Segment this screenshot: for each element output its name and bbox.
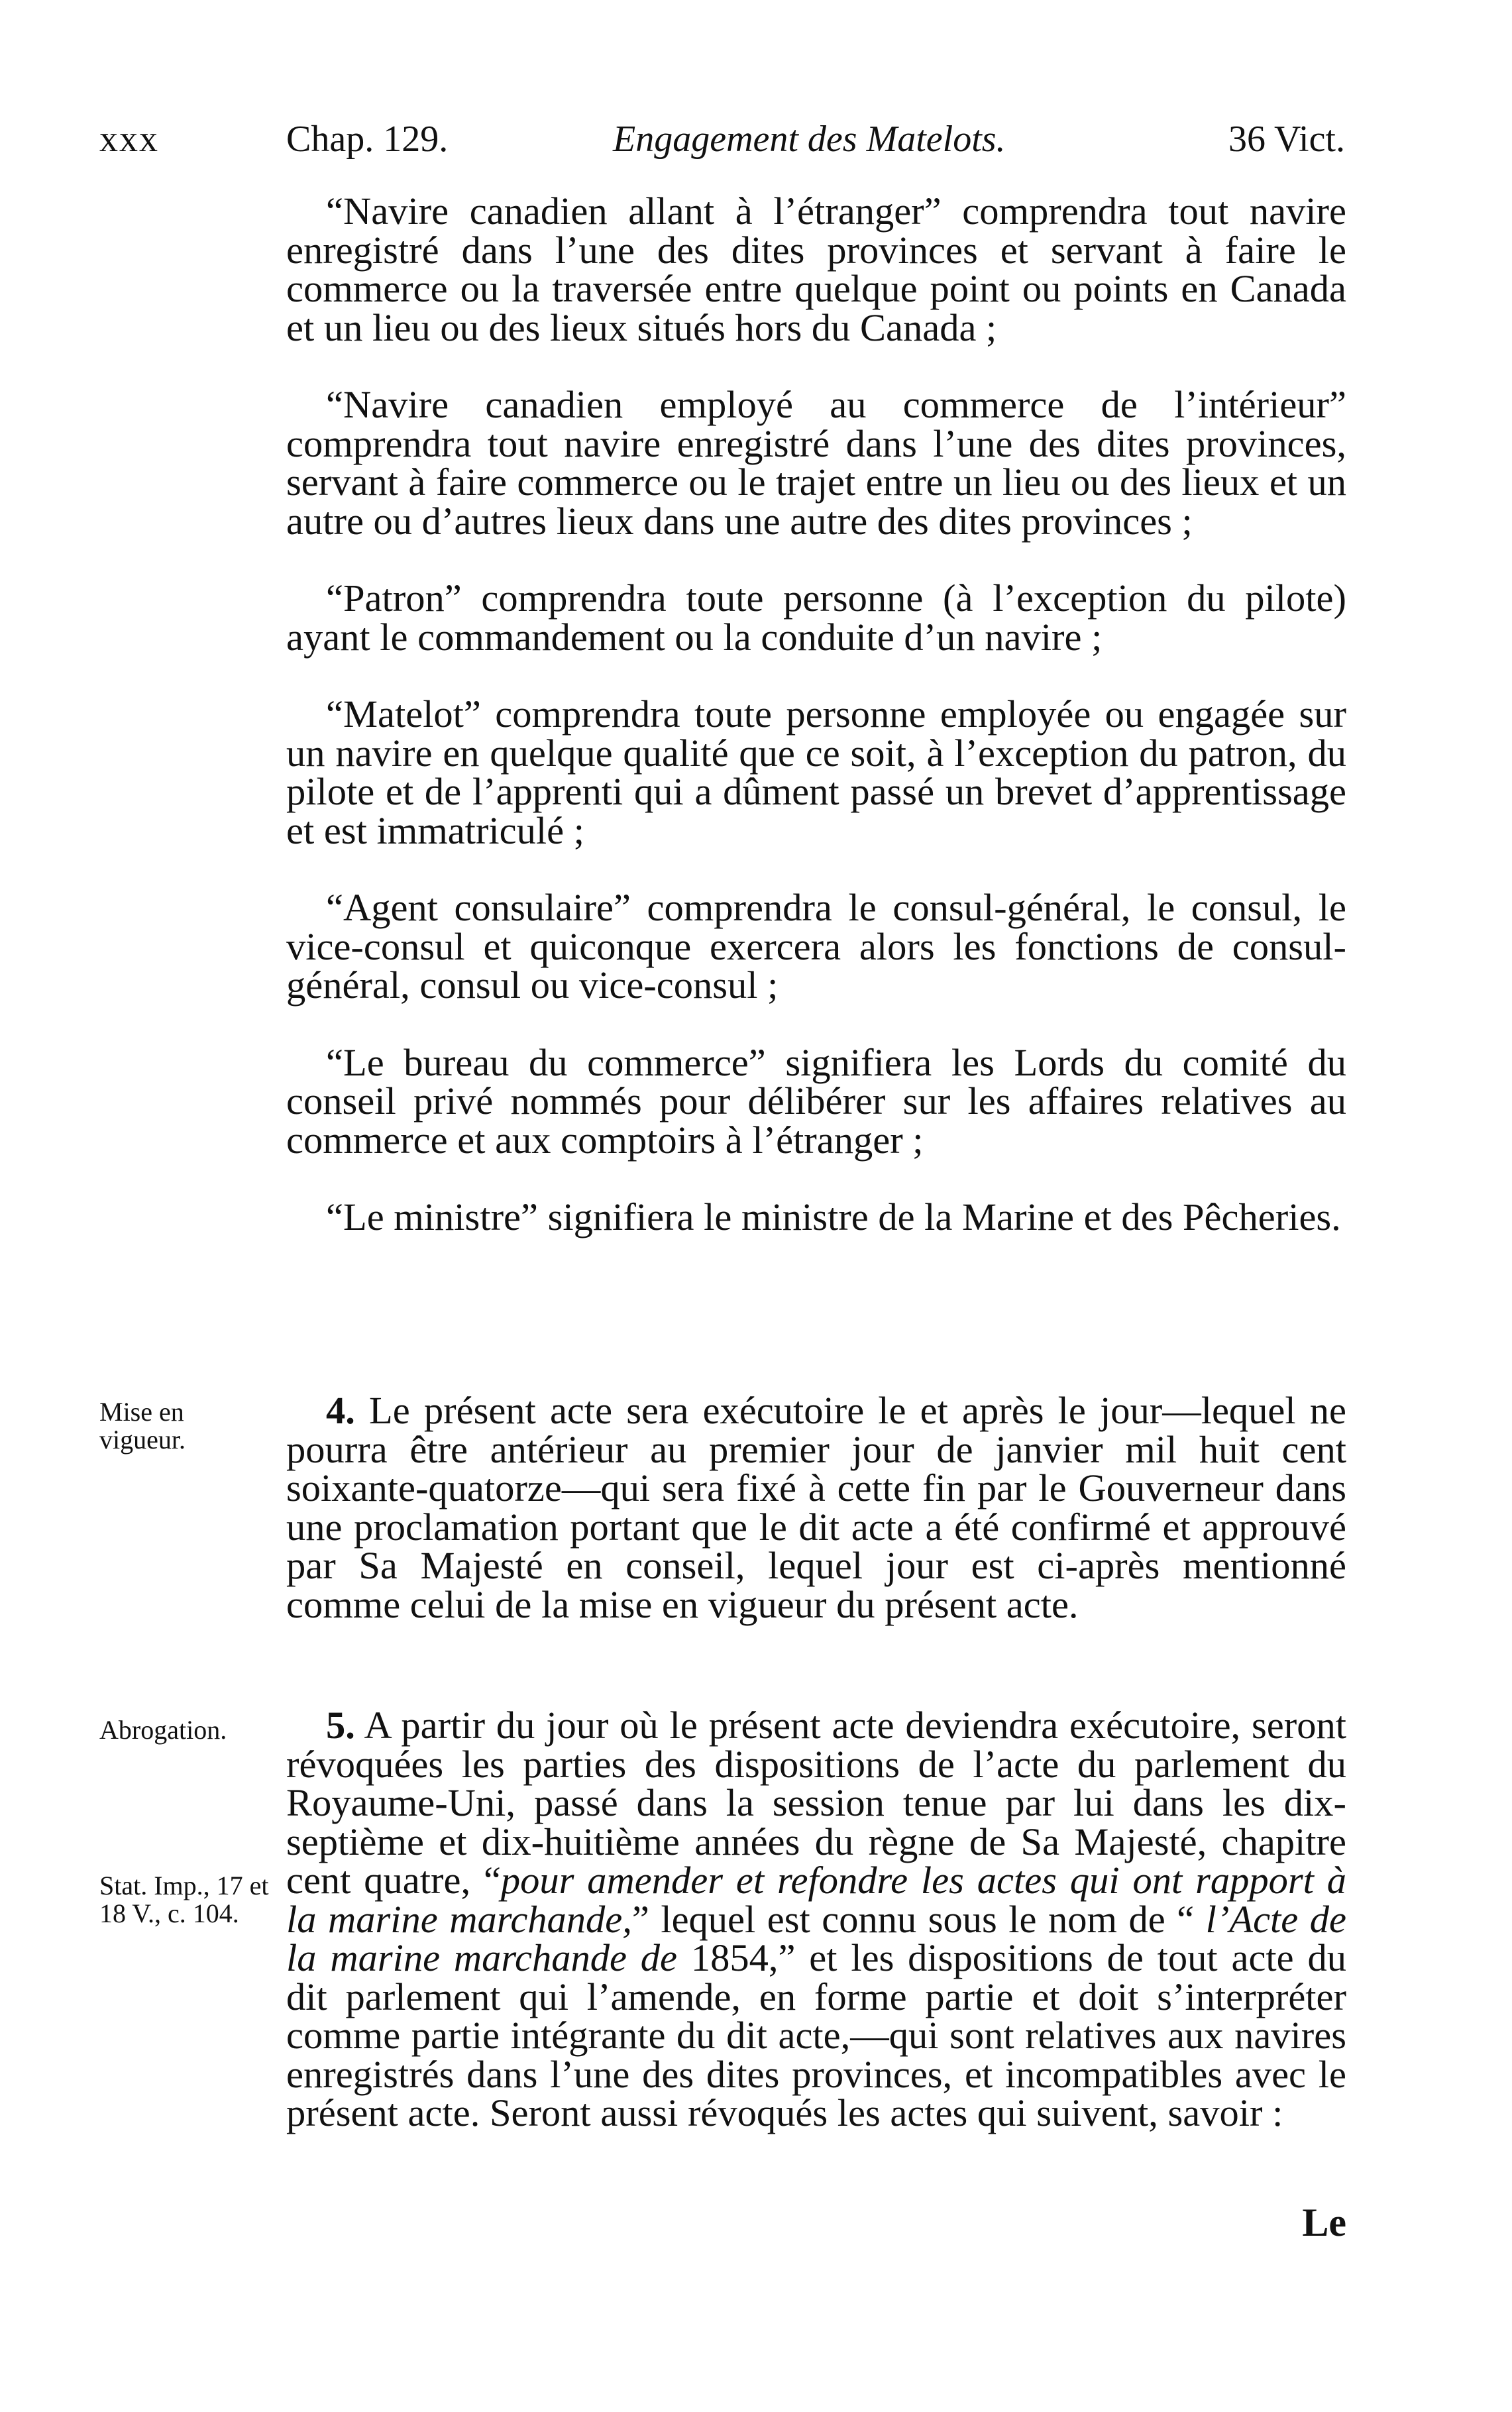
section-4-text: Le présent acte sera exécutoire le et après le jour—lequel ne pourra être antérieur au premier jour de janvier mil huit cent soixante-quatorze—qui sera fixé à cette fin par le Gouverneur dans une proclamation portant que le dit acte a été confirmé et approuvé par Sa Majesté en conseil, lequel jour est ci-après mentionné comme celui de la mise en vigueur du présent acte. — [286, 1389, 1347, 1626]
regnal-year: 36 Vict. — [1228, 119, 1345, 160]
running-title: Engagement des Matelots. — [613, 119, 1006, 160]
definition-paragraph: “Agent consulaire” comprendra le consul-général, le consul, le vice-consul et quiconque exercera alors les fonctions de consul-général, consul ou vice-consul ; — [286, 886, 1346, 1007]
section-5-text-a: A partir du jour où le présent acte deviendra exécutoire, seront révoquées les parties des dispositions de l’acte du parlement du Royaume-Uni, passé dans la session tenue par lui dans les dix-septième et dix-huitième années du règne de Sa Majesté, chapitre cent quatre, “ — [286, 1704, 1346, 1902]
definition-paragraph: “Matelot” comprendra toute personne employée ou engagée sur un navire en quelque qualité que ce soit, à l’exception du patron, du pilote et de l’apprenti qui a dûment passé un brevet d’apprentissage et est immatriculé ; — [286, 692, 1346, 852]
section-number: 4. — [326, 1389, 355, 1432]
section-4 — [286, 1389, 1347, 1626]
margin-note-commencement: Mise en vigueur. — [99, 1397, 186, 1454]
section-4-paragraph — [286, 1389, 1347, 1626]
definition-paragraph: “Le ministre” signifiera le ministre de la Marine et des Pêcheries. — [326, 1195, 1341, 1238]
definition-paragraph: “Patron” comprendra toute personne (à l’exception du pilote) ayant le commandement ou la conduite d’un navire ; — [286, 576, 1346, 659]
margin-note-citation: Stat. Imp., 17 et 18 V., c. 104. — [99, 1871, 269, 1928]
definition-paragraph: “Navire canadien allant à l’étranger” comprendra tout navire enregistré dans l’une des dites provinces et servant à faire le commerce ou la traversée entre quelque point ou points en Canada et un lieu ou des lieux situés hors du Canada ; — [286, 190, 1346, 349]
running-header — [99, 109, 1345, 169]
chapter-label: Chap. 129. — [286, 119, 449, 160]
section-5-text-b: ” lequel est connu sous le nom de “ — [631, 1897, 1206, 1941]
catchword: Le — [1302, 2201, 1346, 2244]
section-5-paragraph — [286, 1706, 1346, 2133]
definition-paragraph: “Le bureau du commerce” signifiera les Lords du comité du conseil privé nommés pour délibérer sur les affaires relatives au commerce et aux comptoirs à l’étranger ; — [286, 1040, 1346, 1162]
section-number: 5. — [326, 1704, 355, 1747]
margin-note-repeal: Abrogation. — [99, 1715, 227, 1745]
section-5 — [286, 1706, 1346, 2133]
act-title-italic: pour amender et refondre les actes qui ont rapport à la marine marchande, — [286, 1859, 1346, 1941]
definition-paragraph: “Navire canadien employé au commerce de l’intérieur” comprendra tout navire enregistré dans l’une des dites provinces, servant à faire commerce ou le trajet entre un lieu ou des lieux et un autre ou d’autres lieux dans une autre des dites provinces ; — [286, 383, 1346, 543]
page-number: xxx — [99, 119, 159, 160]
definitions-block — [286, 192, 1346, 1237]
section-5-text-c: 1854,” et les dispositions de tout acte du dit parlement qui l’amende, en forme partie et doit s’interpréter comme partie intégrante du dit acte,—qui sont relatives aux navires enregistrés dans l’une des dites provinces, et incompatibles avec le présent acte. Seront aussi révoqués les actes qui suivent, savoir : — [286, 1936, 1346, 2134]
act-short-title-italic: l’Acte de la marine marchande de — [286, 1897, 1346, 1979]
